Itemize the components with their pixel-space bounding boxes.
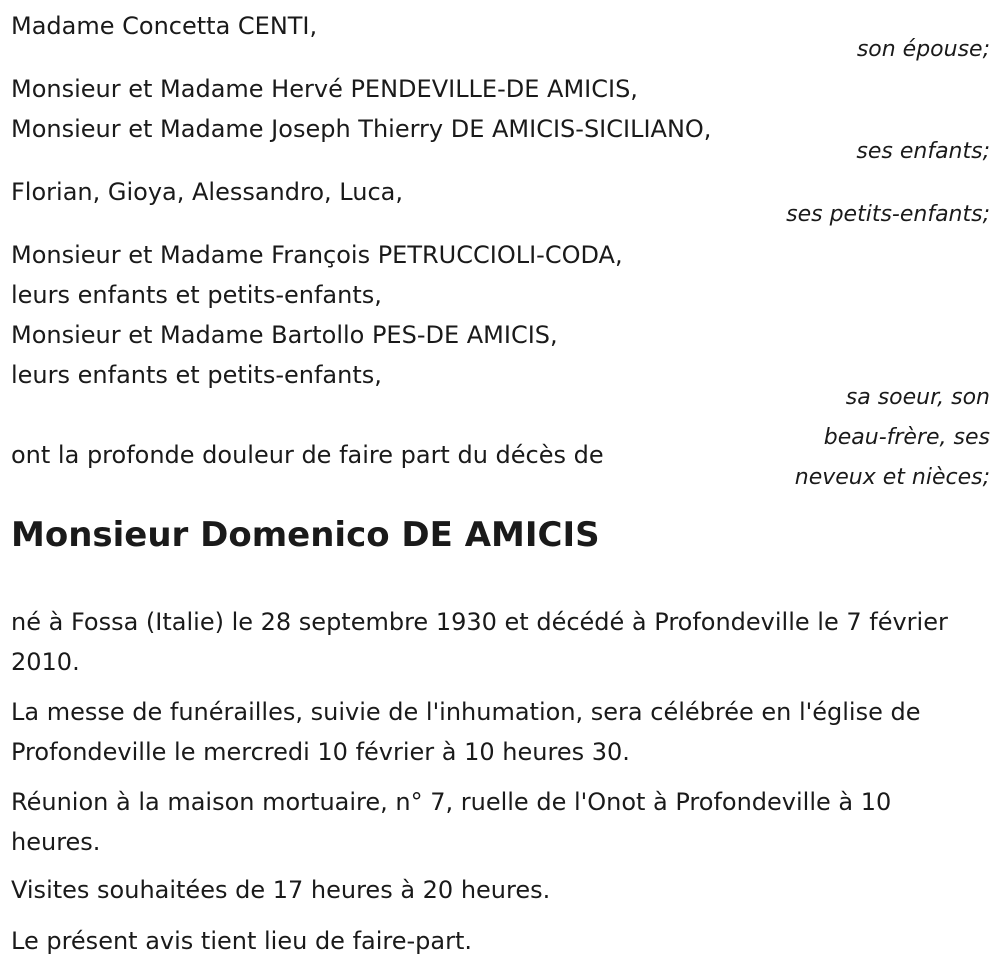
sibling-line: Monsieur et Madame Bartollo PES-DE AMICIS, xyxy=(11,321,558,349)
visits-paragraph: Visites souhaitées de 17 heures à 20 heures. xyxy=(11,876,551,904)
siblings-relation-line: sa soeur, son xyxy=(845,385,990,410)
children-relation: ses enfants; xyxy=(856,139,990,164)
mortuary-paragraph: Réunion à la maison mortuaire, n° 7, ruelle de l'Onot à Profondeville à 10 heures. xyxy=(11,788,892,856)
spouse-relation: son épouse; xyxy=(856,37,990,62)
announcement-text: ont la profonde douleur de faire part du décès de xyxy=(11,441,604,469)
sibling-line: leurs enfants et petits-enfants, xyxy=(11,281,382,309)
siblings-relation-line: beau-frère, ses xyxy=(823,425,990,450)
child-name: Monsieur et Madame Hervé PENDEVILLE-DE AMICIS, xyxy=(11,75,638,103)
deceased-name: Monsieur Domenico DE AMICIS xyxy=(11,515,600,555)
spouse-name: Madame Concetta CENTI, xyxy=(11,12,318,40)
sibling-line: leurs enfants et petits-enfants, xyxy=(11,361,382,389)
birth-death-paragraph: né à Fossa (Italie) le 28 septembre 1930 et décédé à Profondeville le 7 février 2010. xyxy=(11,608,948,676)
notice-paragraph: Le présent avis tient lieu de faire-part. xyxy=(11,927,473,955)
funeral-paragraph: La messe de funérailles, suivie de l'inhumation, sera célébrée en l'église de Profondeville le mercredi 10 février à 10 heures 30. xyxy=(11,698,921,766)
sibling-line: Monsieur et Madame François PETRUCCIOLI-CODA, xyxy=(11,241,623,269)
siblings-relation-line: neveux et nièces; xyxy=(794,465,990,490)
grandchildren-names: Florian, Gioya, Alessandro, Luca, xyxy=(11,178,403,206)
grandchildren-relation: ses petits-enfants; xyxy=(786,202,990,227)
child-name: Monsieur et Madame Joseph Thierry DE AMICIS-SICILIANO, xyxy=(11,115,712,143)
